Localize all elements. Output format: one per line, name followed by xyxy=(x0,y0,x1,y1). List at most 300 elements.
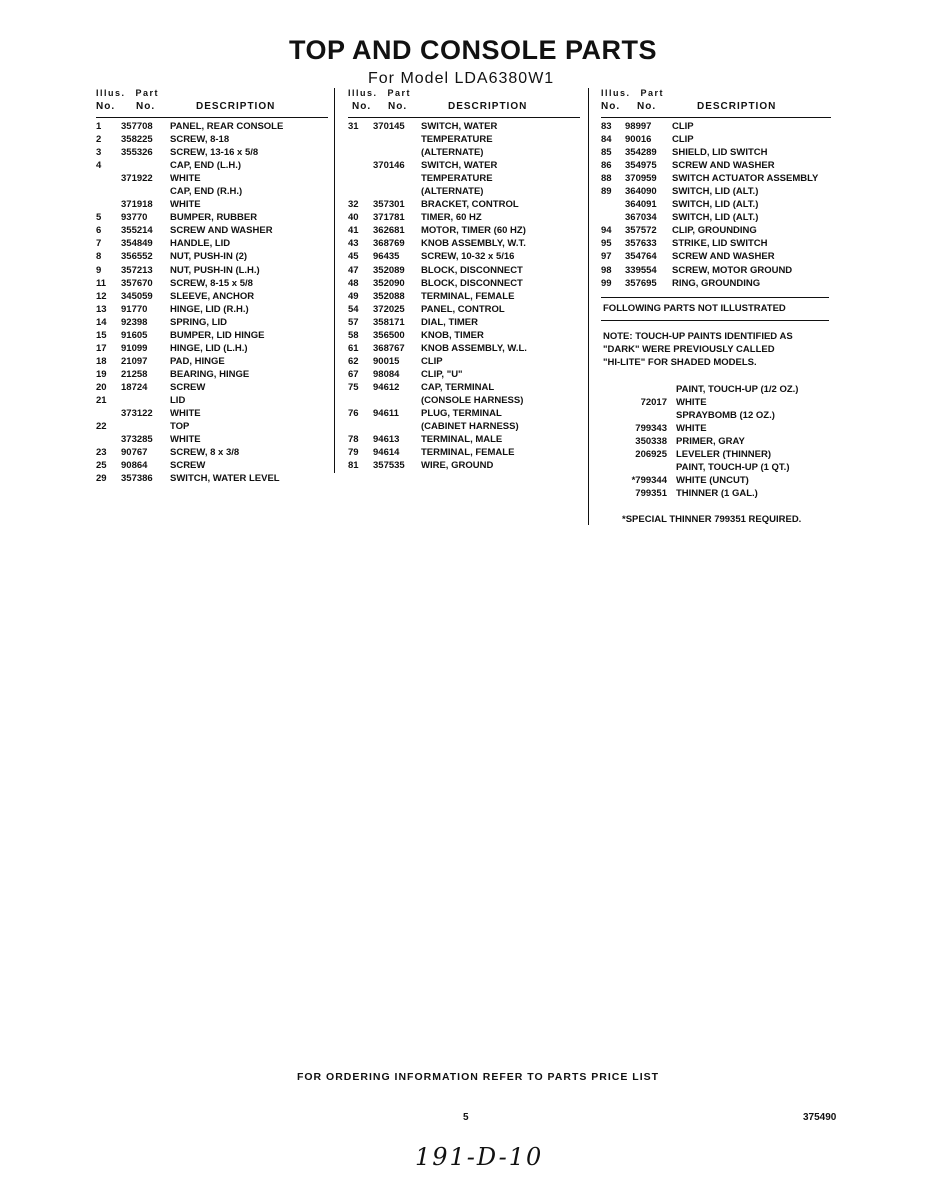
model-subtitle: For Model LDA6380W1 xyxy=(368,70,555,87)
part-number: 91770 xyxy=(121,303,148,315)
description-header: DESCRIPTION xyxy=(697,101,777,112)
page-number: 5 xyxy=(463,1112,469,1123)
paints-list xyxy=(603,383,833,500)
illus-number: 17 xyxy=(96,342,107,354)
part-description: PAD, HINGE xyxy=(170,355,225,367)
illus-no-header: No. xyxy=(96,101,116,112)
parts-row xyxy=(601,250,831,263)
illus-no-header: No. xyxy=(352,101,372,112)
part-no-header: No. xyxy=(136,101,156,112)
illus-number: 47 xyxy=(348,264,359,276)
illus-number: 61 xyxy=(348,342,359,354)
column-header-bottom xyxy=(96,101,328,115)
part-description: WHITE xyxy=(170,434,201,446)
part-number: 21097 xyxy=(121,355,148,367)
part-description: SLEEVE, ANCHOR xyxy=(170,290,255,302)
section-rule xyxy=(601,297,829,298)
illus-header: Illus. xyxy=(348,88,378,98)
part-description: HINGE, LID (R.H.) xyxy=(170,303,249,315)
part-number: 352088 xyxy=(373,290,405,302)
part-number: 94611 xyxy=(373,408,399,420)
column-header-bottom xyxy=(601,101,831,115)
parts-row xyxy=(96,446,328,459)
part-number: 364091 xyxy=(625,199,657,211)
part-description: LID xyxy=(170,394,186,406)
illus-number: 95 xyxy=(601,238,612,250)
handwritten-note: 191-D-10 xyxy=(415,1143,544,1171)
part-number: 94613 xyxy=(373,434,400,446)
parts-row xyxy=(96,420,328,433)
column-divider-1 xyxy=(334,88,335,473)
illus-number: 76 xyxy=(348,408,359,420)
part-number: 357301 xyxy=(373,199,405,211)
part-description: NUT, PUSH-IN (L.H.) xyxy=(170,264,260,276)
part-number: 92398 xyxy=(121,316,148,328)
part-number: 371781 xyxy=(373,212,405,224)
part-description: SCREW AND WASHER xyxy=(672,160,775,172)
illus-number: 29 xyxy=(96,473,107,485)
paint-description: SPRAYBOMB (12 OZ.) xyxy=(676,410,775,422)
illus-number: 21 xyxy=(96,394,107,406)
parts-row xyxy=(96,172,328,185)
part-number: 354764 xyxy=(625,251,657,263)
part-number: 370959 xyxy=(625,173,657,185)
part-description: SPRING, LID xyxy=(170,316,228,328)
part-number: 352089 xyxy=(373,264,405,276)
part-description: KNOB, TIMER xyxy=(421,329,484,341)
part-description: SWITCH, LID (ALT.) xyxy=(672,186,759,198)
illus-number: 5 xyxy=(96,212,102,224)
illus-number: 78 xyxy=(348,434,359,446)
part-number: 356552 xyxy=(121,251,153,263)
part-description: (CONSOLE HARNESS) xyxy=(421,394,524,406)
part-description: CLIP, "U" xyxy=(421,368,463,380)
part-description: RING, GROUNDING xyxy=(672,277,761,289)
illus-number: 85 xyxy=(601,147,612,159)
column-header-top xyxy=(348,88,580,101)
part-number: 356500 xyxy=(373,329,405,341)
illus-number: 75 xyxy=(348,381,359,393)
parts-row xyxy=(96,394,328,407)
header-rule xyxy=(601,117,831,118)
part-description: TERMINAL, FEMALE xyxy=(421,290,515,302)
part-description: WHITE xyxy=(170,408,201,420)
illus-number: 89 xyxy=(601,186,612,198)
part-description: PANEL, REAR CONSOLE xyxy=(170,121,284,132)
part-description: BRACKET, CONTROL xyxy=(421,199,519,211)
parts-rows xyxy=(601,120,831,290)
column-divider-2 xyxy=(588,88,589,525)
parts-row xyxy=(348,394,580,407)
paint-row xyxy=(603,396,833,409)
illus-number: 25 xyxy=(96,460,107,472)
paint-description: THINNER (1 GAL.) xyxy=(676,488,758,500)
parts-row xyxy=(601,237,831,250)
parts-row xyxy=(348,224,580,237)
part-number: 90015 xyxy=(373,355,400,367)
paint-part-number: 799351 xyxy=(635,488,667,500)
illus-number: 2 xyxy=(96,134,102,146)
paint-row xyxy=(603,461,833,474)
part-number: 93770 xyxy=(121,212,148,224)
illus-number: 88 xyxy=(601,173,612,185)
parts-row xyxy=(348,133,580,146)
illus-number: 32 xyxy=(348,199,359,211)
part-description: SCREW AND WASHER xyxy=(672,251,775,263)
illus-number: 14 xyxy=(96,316,107,328)
part-description: TEMPERATURE xyxy=(421,134,493,146)
part-description: STRIKE, LID SWITCH xyxy=(672,238,768,250)
parts-row xyxy=(96,329,328,342)
parts-row xyxy=(96,237,328,250)
part-description: KNOB ASSEMBLY, W.T. xyxy=(421,238,526,250)
part-number: 367034 xyxy=(625,212,657,224)
parts-row xyxy=(601,198,831,211)
part-description: SCREW, 8-18 xyxy=(170,134,230,146)
parts-row xyxy=(601,185,831,198)
part-number: 339554 xyxy=(625,264,657,276)
part-number: 371918 xyxy=(121,199,153,211)
paint-description: PRIMER, GRAY xyxy=(676,436,745,448)
parts-row xyxy=(96,290,328,303)
parts-row xyxy=(96,198,328,211)
illus-number: 86 xyxy=(601,160,612,172)
parts-row xyxy=(348,407,580,420)
part-number: 345059 xyxy=(121,290,153,302)
page-title: TOP AND CONSOLE PARTS xyxy=(288,35,658,65)
parts-row xyxy=(601,133,831,146)
parts-row xyxy=(96,407,328,420)
part-number: 357695 xyxy=(625,277,657,289)
illus-number: 18 xyxy=(96,355,107,367)
parts-row xyxy=(96,303,328,316)
illus-number: 45 xyxy=(348,251,359,263)
illus-number: 97 xyxy=(601,251,612,263)
part-description: SCREW, 13-16 x 5/8 xyxy=(170,147,259,159)
parts-row xyxy=(96,472,328,485)
illus-number: 67 xyxy=(348,368,359,380)
parts-rows xyxy=(348,120,580,472)
part-description: PLUG, TERMINAL xyxy=(421,408,502,420)
illus-number: 58 xyxy=(348,329,359,341)
parts-row xyxy=(348,368,580,381)
header-rule xyxy=(348,117,580,118)
illus-number: 11 xyxy=(96,277,107,289)
part-description: SWITCH, WATER xyxy=(421,121,498,132)
illus-number: 15 xyxy=(96,329,107,341)
parts-row xyxy=(348,355,580,368)
section-rule xyxy=(601,320,829,321)
illus-number: 94 xyxy=(601,225,612,237)
part-description: SHIELD, LID SWITCH xyxy=(672,147,768,159)
part-number: 358225 xyxy=(121,134,153,146)
parts-column-2 xyxy=(348,88,580,472)
illus-number: 23 xyxy=(96,447,107,459)
part-description: SCREW AND WASHER xyxy=(170,225,273,237)
part-description: SWITCH, WATER xyxy=(421,160,498,172)
illus-number: 13 xyxy=(96,303,107,315)
parts-row xyxy=(601,120,831,133)
part-header: Part xyxy=(387,88,412,98)
paint-row xyxy=(603,487,833,500)
parts-row xyxy=(96,277,328,290)
illus-number: 99 xyxy=(601,277,612,289)
parts-row xyxy=(348,277,580,290)
part-description: SWITCH ACTUATOR ASSEMBLY xyxy=(672,173,819,185)
part-description: WIRE, GROUND xyxy=(421,460,494,472)
document-number: 375490 xyxy=(803,1112,837,1123)
part-description: (CABINET HARNESS) xyxy=(421,421,519,433)
special-thinner-note: *SPECIAL THINNER 799351 REQUIRED. xyxy=(622,514,802,525)
parts-row xyxy=(601,211,831,224)
part-number: 355214 xyxy=(121,225,153,237)
illus-number: 98 xyxy=(601,264,612,276)
parts-row xyxy=(348,198,580,211)
paint-row xyxy=(603,409,833,422)
part-description: TEMPERATURE xyxy=(421,173,493,185)
note-line: NOTE: TOUCH-UP PAINTS IDENTIFIED AS xyxy=(603,331,793,342)
part-number: 357633 xyxy=(625,238,657,250)
parts-row xyxy=(96,159,328,172)
part-number: 94614 xyxy=(373,447,400,459)
parts-row xyxy=(96,264,328,277)
paint-part-number: *799344 xyxy=(631,475,667,487)
part-number: 354975 xyxy=(625,160,657,172)
parts-row xyxy=(348,459,580,472)
parts-row xyxy=(96,368,328,381)
column-header-top xyxy=(96,88,328,101)
parts-row xyxy=(348,211,580,224)
parts-row xyxy=(348,172,580,185)
parts-row xyxy=(348,342,580,355)
part-description: KNOB ASSEMBLY, W.L. xyxy=(421,342,527,354)
paint-description: LEVELER (THINNER) xyxy=(676,449,771,461)
illus-number: 40 xyxy=(348,212,359,224)
part-description: PANEL, CONTROL xyxy=(421,303,505,315)
part-number: 355326 xyxy=(121,147,153,159)
part-description: SCREW, 8-15 x 5/8 xyxy=(170,277,253,289)
ordering-footer: FOR ORDERING INFORMATION REFER TO PARTS PRICE LIST xyxy=(296,1071,660,1083)
part-description: CLIP xyxy=(421,355,443,367)
part-description: SCREW, MOTOR GROUND xyxy=(672,264,793,276)
parts-column-3 xyxy=(601,88,831,290)
part-no-header: No. xyxy=(388,101,408,112)
description-header: DESCRIPTION xyxy=(448,101,528,112)
parts-row xyxy=(348,264,580,277)
illus-number: 8 xyxy=(96,251,102,263)
following-parts-heading: FOLLOWING PARTS NOT ILLUSTRATED xyxy=(603,303,786,314)
illus-number: 31 xyxy=(348,121,359,132)
part-description: BUMPER, LID HINGE xyxy=(170,329,265,341)
part-description: SCREW xyxy=(170,381,206,393)
illus-number: 1 xyxy=(96,121,102,132)
part-number: 370145 xyxy=(373,121,405,132)
illus-number: 41 xyxy=(348,225,359,237)
parts-row xyxy=(96,316,328,329)
part-description: WHITE xyxy=(170,199,201,211)
part-description: NUT, PUSH-IN (2) xyxy=(170,251,248,263)
parts-row xyxy=(96,120,328,133)
illus-no-header: No. xyxy=(601,101,621,112)
paint-part-number: 72017 xyxy=(640,397,667,409)
part-number: 98084 xyxy=(373,368,400,380)
part-number: 357213 xyxy=(121,264,153,276)
paint-part-number: 799343 xyxy=(635,423,667,435)
part-no-header: No. xyxy=(637,101,657,112)
part-number: 373122 xyxy=(121,408,153,420)
illus-number: 6 xyxy=(96,225,102,237)
parts-rows xyxy=(96,120,328,485)
paint-row xyxy=(603,474,833,487)
part-number: 18724 xyxy=(121,381,148,393)
part-description: CLIP, GROUNDING xyxy=(672,225,757,237)
part-description: SWITCH, LID (ALT.) xyxy=(672,199,759,211)
part-number: 362681 xyxy=(373,225,405,237)
column-header-top xyxy=(601,88,831,101)
illus-header: Illus. xyxy=(601,88,631,98)
parts-row xyxy=(96,211,328,224)
parts-row xyxy=(96,224,328,237)
touch-up-note xyxy=(603,330,793,369)
part-number: 94612 xyxy=(373,381,400,393)
parts-row xyxy=(96,146,328,159)
part-number: 357386 xyxy=(121,473,153,485)
parts-row xyxy=(601,224,831,237)
part-description: BEARING, HINGE xyxy=(170,368,250,380)
part-description: HINGE, LID (L.H.) xyxy=(170,342,248,354)
part-number: 370146 xyxy=(373,160,405,172)
illus-number: 22 xyxy=(96,421,107,433)
parts-row xyxy=(348,250,580,263)
illus-number: 4 xyxy=(96,160,102,172)
part-header: Part xyxy=(640,88,665,98)
part-number: 90767 xyxy=(121,447,148,459)
part-number: 352090 xyxy=(373,277,405,289)
part-number: 354849 xyxy=(121,238,153,250)
parts-row xyxy=(601,146,831,159)
part-number: 357572 xyxy=(625,225,657,237)
parts-row xyxy=(348,303,580,316)
part-number: 368769 xyxy=(373,238,405,250)
illus-number: 48 xyxy=(348,277,359,289)
paint-description: PAINT, TOUCH-UP (1/2 OZ.) xyxy=(676,384,799,395)
part-description: SWITCH, WATER LEVEL xyxy=(170,473,280,485)
part-number: 90016 xyxy=(625,134,652,146)
illus-number: 9 xyxy=(96,264,102,276)
part-number: 373285 xyxy=(121,434,153,446)
part-description: CAP, END (R.H.) xyxy=(170,186,243,198)
part-description: HANDLE, LID xyxy=(170,238,231,250)
parts-row xyxy=(96,250,328,263)
part-number: 90864 xyxy=(121,460,148,472)
part-description: TOP xyxy=(170,421,190,433)
column-header-bottom xyxy=(348,101,580,115)
part-description: TERMINAL, FEMALE xyxy=(421,447,515,459)
parts-row xyxy=(348,381,580,394)
part-description: SCREW xyxy=(170,460,206,472)
part-number: 371922 xyxy=(121,173,153,185)
part-description: (ALTERNATE) xyxy=(421,147,484,159)
part-description: CLIP xyxy=(672,121,694,132)
paint-row xyxy=(603,383,833,396)
part-number: 357535 xyxy=(373,460,405,472)
parts-row xyxy=(601,172,831,185)
part-description: CAP, TERMINAL xyxy=(421,381,495,393)
part-number: 357708 xyxy=(121,121,153,132)
part-number: 91605 xyxy=(121,329,148,341)
illus-number: 54 xyxy=(348,303,359,315)
paint-row xyxy=(603,422,833,435)
parts-row xyxy=(348,420,580,433)
parts-row xyxy=(348,185,580,198)
part-description: MOTOR, TIMER (60 HZ) xyxy=(421,225,526,237)
illus-number: 43 xyxy=(348,238,359,250)
parts-row xyxy=(96,133,328,146)
parts-row xyxy=(348,159,580,172)
part-description: SWITCH, LID (ALT.) xyxy=(672,212,759,224)
part-number: 21258 xyxy=(121,368,148,380)
parts-row xyxy=(96,342,328,355)
paint-row xyxy=(603,448,833,461)
parts-row xyxy=(348,290,580,303)
parts-row xyxy=(348,316,580,329)
parts-row xyxy=(348,446,580,459)
parts-row xyxy=(96,381,328,394)
paint-description: WHITE xyxy=(676,397,707,409)
parts-column-1 xyxy=(96,88,328,485)
illus-number: 12 xyxy=(96,290,107,302)
part-number: 358171 xyxy=(373,316,405,328)
note-line: "HI-LITE" FOR SHADED MODELS. xyxy=(603,357,757,368)
header-rule xyxy=(96,117,328,118)
paint-part-number: 350338 xyxy=(635,436,667,448)
paint-description: PAINT, TOUCH-UP (1 QT.) xyxy=(676,462,790,474)
part-description: BLOCK, DISCONNECT xyxy=(421,264,523,276)
illus-number: 20 xyxy=(96,381,107,393)
part-description: TIMER, 60 HZ xyxy=(421,212,482,224)
parts-row xyxy=(348,433,580,446)
parts-row xyxy=(96,185,328,198)
parts-row xyxy=(348,120,580,133)
part-description: (ALTERNATE) xyxy=(421,186,484,198)
paint-description: WHITE (UNCUT) xyxy=(676,475,749,487)
description-header: DESCRIPTION xyxy=(196,101,276,112)
part-number: 372025 xyxy=(373,303,405,315)
paint-description: WHITE xyxy=(676,423,707,435)
part-description: SCREW, 10-32 x 5/16 xyxy=(421,251,515,263)
part-number: 91099 xyxy=(121,342,148,354)
illus-number: 79 xyxy=(348,447,359,459)
illus-number: 3 xyxy=(96,147,102,159)
illus-number: 84 xyxy=(601,134,612,146)
illus-number: 83 xyxy=(601,121,612,132)
part-description: WHITE xyxy=(170,173,201,185)
part-description: DIAL, TIMER xyxy=(421,316,478,328)
part-number: 364090 xyxy=(625,186,657,198)
illus-number: 57 xyxy=(348,316,359,328)
illus-number: 62 xyxy=(348,355,359,367)
part-number: 96435 xyxy=(373,251,400,263)
part-header: Part xyxy=(135,88,160,98)
illus-header: Illus. xyxy=(96,88,126,98)
illus-number: 81 xyxy=(348,460,359,472)
paint-part-number: 206925 xyxy=(635,449,667,461)
parts-row xyxy=(601,277,831,290)
parts-row xyxy=(96,433,328,446)
illus-number: 49 xyxy=(348,290,359,302)
part-description: SCREW, 8 x 3/8 xyxy=(170,447,240,459)
illus-number: 7 xyxy=(96,238,102,250)
